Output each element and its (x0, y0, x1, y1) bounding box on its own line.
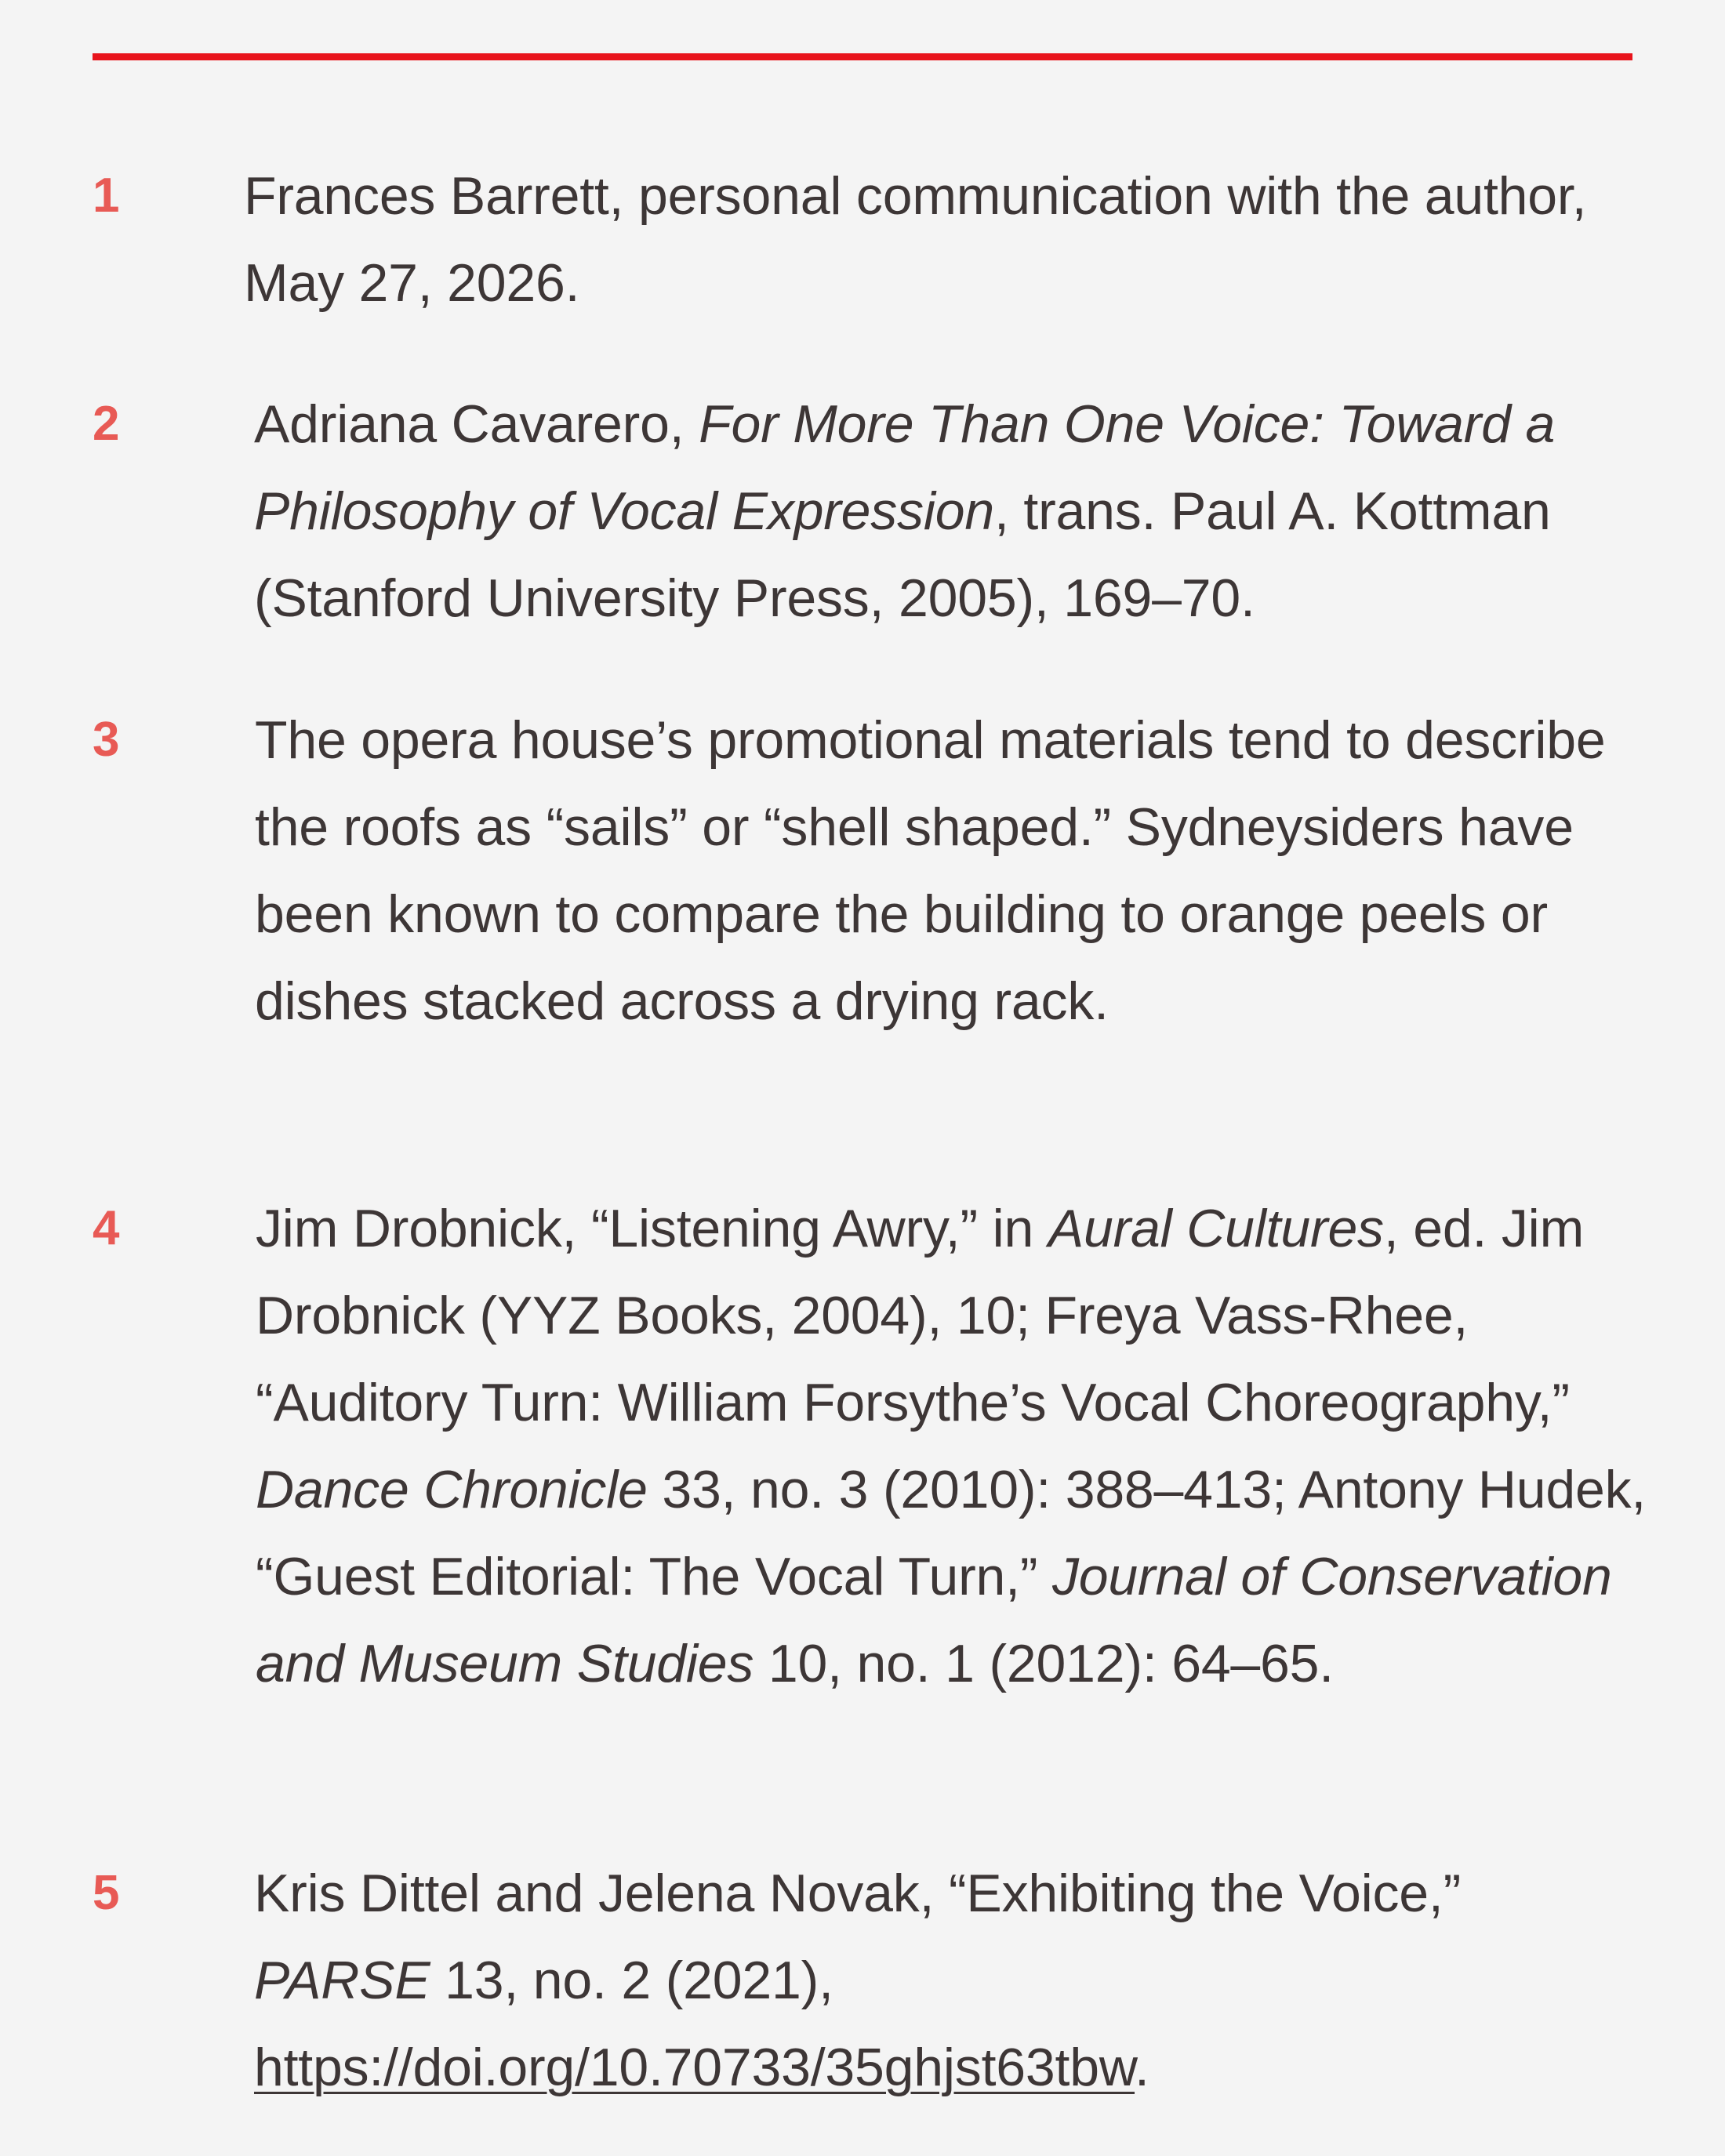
endnote-text-part: 33, no. 3 (2010): 388–413; Antony Hudek, “Guest Editorial: The Vocal Turn,” (256, 1460, 1647, 1606)
journal-title: Dance Chronicle (256, 1460, 648, 1519)
endnote-text-part: Kris Dittel and Jelena Novak, “Exhibiting the Voice,” (254, 1864, 1462, 1923)
journal-title: PARSE (254, 1951, 430, 2010)
endnote-text (244, 153, 1647, 327)
endnote-text-part: 10, no. 1 (2012): 64–65. (754, 1634, 1334, 1693)
endnote-text-part: 13, no. 2 (2021), (430, 1951, 833, 2010)
endnote-text (254, 381, 1646, 642)
endnote-text-part: Jim Drobnick, “Listening Awry,” in (256, 1199, 1048, 1258)
endnote-text-part: , ed. Jim Drobnick (YYZ Books, 2004), 10; Freya Vass-Rhee, “Auditory Turn: William Forsythe’s Vocal Choreography,” (256, 1199, 1585, 1432)
top-rule (93, 53, 1632, 60)
endnote-number: 1 (93, 169, 120, 223)
endnote-number: 3 (93, 713, 120, 767)
journal-title: Journal of Conservation and Museum Studies (256, 1547, 1612, 1693)
endnote-number: 2 (93, 397, 120, 451)
book-title: Aural Cultures (1048, 1199, 1384, 1258)
endnote-text-part: Adriana Cavarero, (254, 394, 699, 454)
endnote-text-part: . (1135, 2038, 1149, 2097)
endnote-number: 4 (93, 1201, 120, 1255)
endnote-text (256, 1185, 1647, 1708)
book-title: For More Than One Voice: Toward a Philosophy of Vocal Expression (254, 394, 1556, 541)
endnote-text-part: , trans. Paul A. Kottman (Stanford University Press, 2005), 169–70. (254, 481, 1551, 628)
endnote-text-part: Frances Barrett, personal communication with the author, May 27, 2026. (244, 166, 1587, 313)
endnote-text-part: The opera house’s promotional materials tend to describe the roofs as “sails” or “shell shaped.” Sydneysiders have been known to compare the building to orange peels or dishes stacked across a drying rack. (255, 710, 1606, 1031)
endnote-text (255, 697, 1643, 1045)
endnote-text (254, 1850, 1650, 2111)
endnote-number: 5 (93, 1866, 120, 1920)
doi-link[interactable]: https://doi.org/10.70733/35ghjst63tbw (254, 2038, 1135, 2097)
